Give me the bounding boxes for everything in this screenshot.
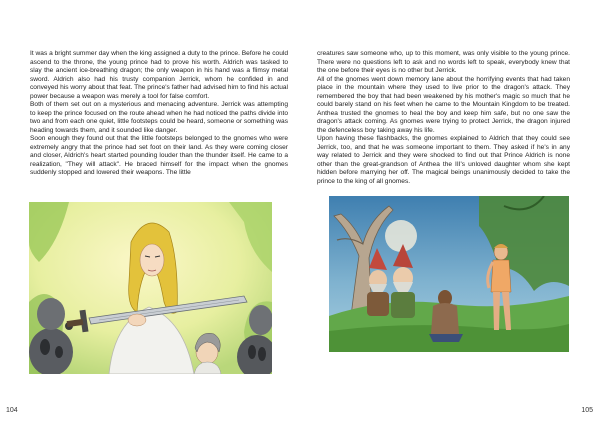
page-number: 105 bbox=[581, 407, 593, 414]
paragraph: It was a bright summer day when the king assigned a duty to the prince. Before he could ascend to the throne, the young prince had to prove his worth. Aldrich was tasked to slay the ancient ice-breathing dragon; the only weapon in his hand was a flimsy metal sword. Aldrich also had his trusty companion Jerrick, whom he confided in and conveyed his worry about that feat. The prince's father had advised him to find his actual power because a weapon was merely a tool for false comfort. bbox=[30, 50, 288, 100]
paragraph: Both of them set out on a mysterious and menacing adventure. Jerrick was attempting to keep the prince focused on the route ahead when he had noticed the paths divide into two and from each one quiet, little footsteps could be heard, someone or something was heading towards them, and it sounded like danger. bbox=[30, 101, 288, 134]
paragraph: creatures saw someone who, up to this moment, was only visible to the young prince. There were no questions left to ask and no words left to speak, everybody knew that the one before their eyes is no other but Jerrick. bbox=[317, 50, 570, 74]
paragraph: Soon enough they found out that the little footsteps belonged to the gnomes who were extremely angry that the prince had set foot on their land. As they were coming closer and closer, Aldrich's heart started pounding louder than the thunder itself. He came to a realization, "They will attack". He braced himself for the impact when the gnomes suddenly stopped and lowered their weapons. The little bbox=[30, 135, 288, 176]
right-page bbox=[300, 0, 600, 424]
prince-with-sword-illustration bbox=[29, 202, 272, 374]
paragraph: Upon having these flashbacks, the gnomes explained to Aldrich that they could see Jerrick, too, and that he was someone important to them. They asked if he's in any way related to Jerrick and they were shocked to find out that Prince Aldrich is none other than the great-grandson of Anthea the III's unloved daughter whom she kept hidden before marrying her off. The magical beings unanimously decided to take the prince to the king of all gnomes. bbox=[317, 135, 570, 185]
paragraph: All of the gnomes went down memory lane about the horrifying events that had taken place in the mountain where they used to live prior to the dragon's attack. They remembered the boy that had been weakened by his mother's magic so much that he could barely stand on his feet when he came to the Mountain Kingdom to be treated. Anthea trusted the gnomes to heal the boy and keep him safe, but no one saw the dragon's attack coming. As gnomes were trying to protect Jerrick, the dragon injured the defenceless boy taking away his life. bbox=[317, 75, 570, 134]
gnomes-in-forest-illustration bbox=[329, 196, 569, 352]
left-page-text bbox=[30, 50, 288, 178]
right-page-text bbox=[317, 50, 570, 186]
page-number: 104 bbox=[6, 407, 18, 414]
